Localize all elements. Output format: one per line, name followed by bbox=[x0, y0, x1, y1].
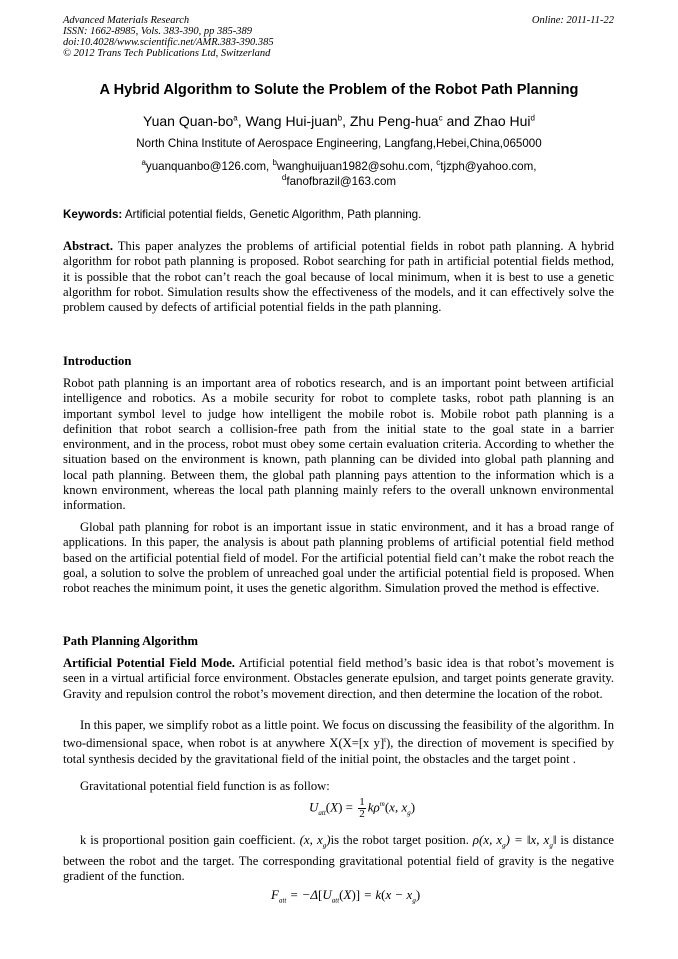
keywords bbox=[63, 208, 421, 221]
keywords-text: Artificial potential fields, Genetic Algorithm, Path planning. bbox=[124, 208, 422, 221]
affiliation: North China Institute of Aerospace Engineering, Langfang,Hebei,China,065000 bbox=[136, 137, 542, 150]
author-name: Wang Hui-juan bbox=[245, 113, 338, 129]
email-sup: a bbox=[141, 158, 146, 168]
intro-paragraph-2: Global path planning for robot is an important issue in static environment, and it has a broad range of applications. In this paper, the analysis is about path planning problems of artificial potential field method based on the artificial potential field of model. For the artificial potential field can’t make the robot reach the goal, a solution to solve the problem of unreached goal under the artificial potential field is proposed. When robot reaches the minimum point, it uses the genetic algorithm. Simulation proved the method is effective. bbox=[63, 520, 614, 596]
apf-paragraph-4: k is proportional position gain coefficient. (x, $x_g)is$ the robot target position. ρ(x, $x_g$) = ‖x, $x_g‖$ is distance between the robot and the target. The corresponding gravitational potential field of gravity is the negative gradient of the function. bbox=[63, 832, 614, 884]
section-heading-introduction: Introduction bbox=[63, 354, 132, 368]
equation-attractive-potential: $U_{att}(X)$ = $\frac{1}{2}$ $k\rho^m(x$, $x_g$) bbox=[309, 796, 416, 820]
fraction-half bbox=[358, 797, 366, 820]
author-sup: a bbox=[233, 113, 238, 123]
author-sup: c bbox=[438, 113, 443, 123]
transpose-sup: t bbox=[384, 736, 387, 745]
email-separator: , bbox=[266, 160, 273, 173]
apf-p4-text-c: is distance between the robot and the target. The corresponding gravitational potential field of gravity is the negative gradient of the function. bbox=[63, 833, 614, 884]
author-sup: d bbox=[530, 113, 535, 123]
email-address[interactable]: tjzph@yahoo.com bbox=[440, 160, 534, 173]
email-sup: b bbox=[272, 158, 277, 168]
author-name: Zhao Hui bbox=[473, 113, 531, 129]
email-sup: d bbox=[281, 173, 287, 183]
intro-paragraph-1: Robot path planning is an important area of robotics research, and is an important point between artificial intelligence and robotics. As a mobile security for robot to complete tasks, robot path planning is an important symbol level to judge how intelligent the mobile robot is. Mobile robot path planning is a definition that robot search a collision-free path from the initial state to the goal state in a barrier environment, and in the process, robot must obey some certain evaluation criteria. According to whether the situation based on the environment is known, path planning can be divided into global path planning and local path planning. Between them, the global path planning pays attention to the information which is a known environment, whereas the local path planning mainly refers to the overall unknown environmental information. bbox=[63, 376, 614, 513]
abstract bbox=[63, 239, 614, 315]
doi-line: doi:10.4028/www.scientific.net/AMR.383-390.385 bbox=[63, 37, 274, 48]
issn-line: ISSN: 1662-8985, Vols. 383-390, pp 385-389 bbox=[63, 26, 252, 37]
apf-paragraph-2 bbox=[63, 718, 614, 767]
fraction-denominator: 2 bbox=[359, 808, 365, 820]
section-heading-path-planning: Path Planning Algorithm bbox=[63, 634, 199, 648]
apf-p2-text-b: ), the direction of movement is specified by total synthesis decided by the gravitational field of the initial point, the obstacles and the target point . bbox=[63, 736, 614, 766]
author-separator: , bbox=[342, 113, 350, 129]
email-line-1 bbox=[20, 160, 658, 173]
author-separator: and bbox=[442, 113, 474, 129]
apf-text: Artificial potential field method’s basic idea is that robot’s movement is seen in a virtual artificial force environment. Obstacles generate epulsion, and target points generate gravity. Gravity and repulsion control the robot’s movement direction, and then determine the location of the robot. bbox=[63, 656, 614, 701]
apf-p2-text-a: In this paper, we simplify robot as a little point. We focus on discussing the feasibility of the algorithm. In two-dimensional space, when robot is at anywhere X(X=[x y] bbox=[63, 718, 614, 751]
copyright-line: © 2012 Trans Tech Publications Ltd, Switzerland bbox=[63, 48, 271, 59]
apf-p4-text-b: is the robot target position. bbox=[330, 833, 469, 847]
email-separator: , bbox=[533, 160, 537, 173]
email-address[interactable]: yuanquanbo@126.com bbox=[145, 160, 266, 173]
email-address[interactable]: wanghuijuan1982@sohu.com bbox=[276, 160, 430, 173]
author-name: Yuan Quan-bo bbox=[143, 113, 234, 129]
abstract-text: This paper analyzes the problems of artificial potential fields in robot path planning. A hybrid algorithm for robot path planning is proposed. Robot searching for path in artificial potential fields method, it is possible that the robot can’t reach the goal because of local minimum, when it is best to use a genetic algorithm for robot. Simulation results show the effectiveness of the models, and it can effectively solve the problem caused by defects of artificial potential fields in the path planning. bbox=[63, 239, 614, 315]
apf-paragraph-1 bbox=[63, 656, 614, 702]
equation-attractive-force: $F_{att} = -\Delta[U_{att}(X)] = k(x - x_g)$ bbox=[271, 887, 421, 905]
apf-p4-text-a: k is proportional position gain coefficient. bbox=[80, 833, 296, 847]
author-name: Zhu Peng-hua bbox=[349, 113, 439, 129]
abstract-label: Abstract. bbox=[63, 239, 114, 253]
apf-mode-label: Artificial Potential Field Mode. bbox=[63, 656, 235, 670]
email-address[interactable]: fanofbrazil@163.com bbox=[286, 175, 397, 188]
online-date: Online: 2011-11-22 bbox=[531, 15, 614, 26]
author-sup: b bbox=[337, 113, 343, 123]
paper-title: A Hybrid Algorithm to Solute the Problem of the Robot Path Planning bbox=[99, 82, 579, 98]
apf-paragraph-3: Gravitational potential field function is as follow: bbox=[80, 779, 330, 793]
keywords-label: Keywords: bbox=[63, 208, 123, 221]
author-separator: , bbox=[237, 113, 246, 129]
fraction-numerator: 1 bbox=[359, 796, 365, 808]
email-separator: , bbox=[429, 160, 437, 173]
email-sup: c bbox=[436, 158, 441, 168]
author-list bbox=[20, 113, 658, 129]
email-line-2 bbox=[20, 175, 658, 188]
journal-name: Advanced Materials Research bbox=[63, 15, 190, 26]
